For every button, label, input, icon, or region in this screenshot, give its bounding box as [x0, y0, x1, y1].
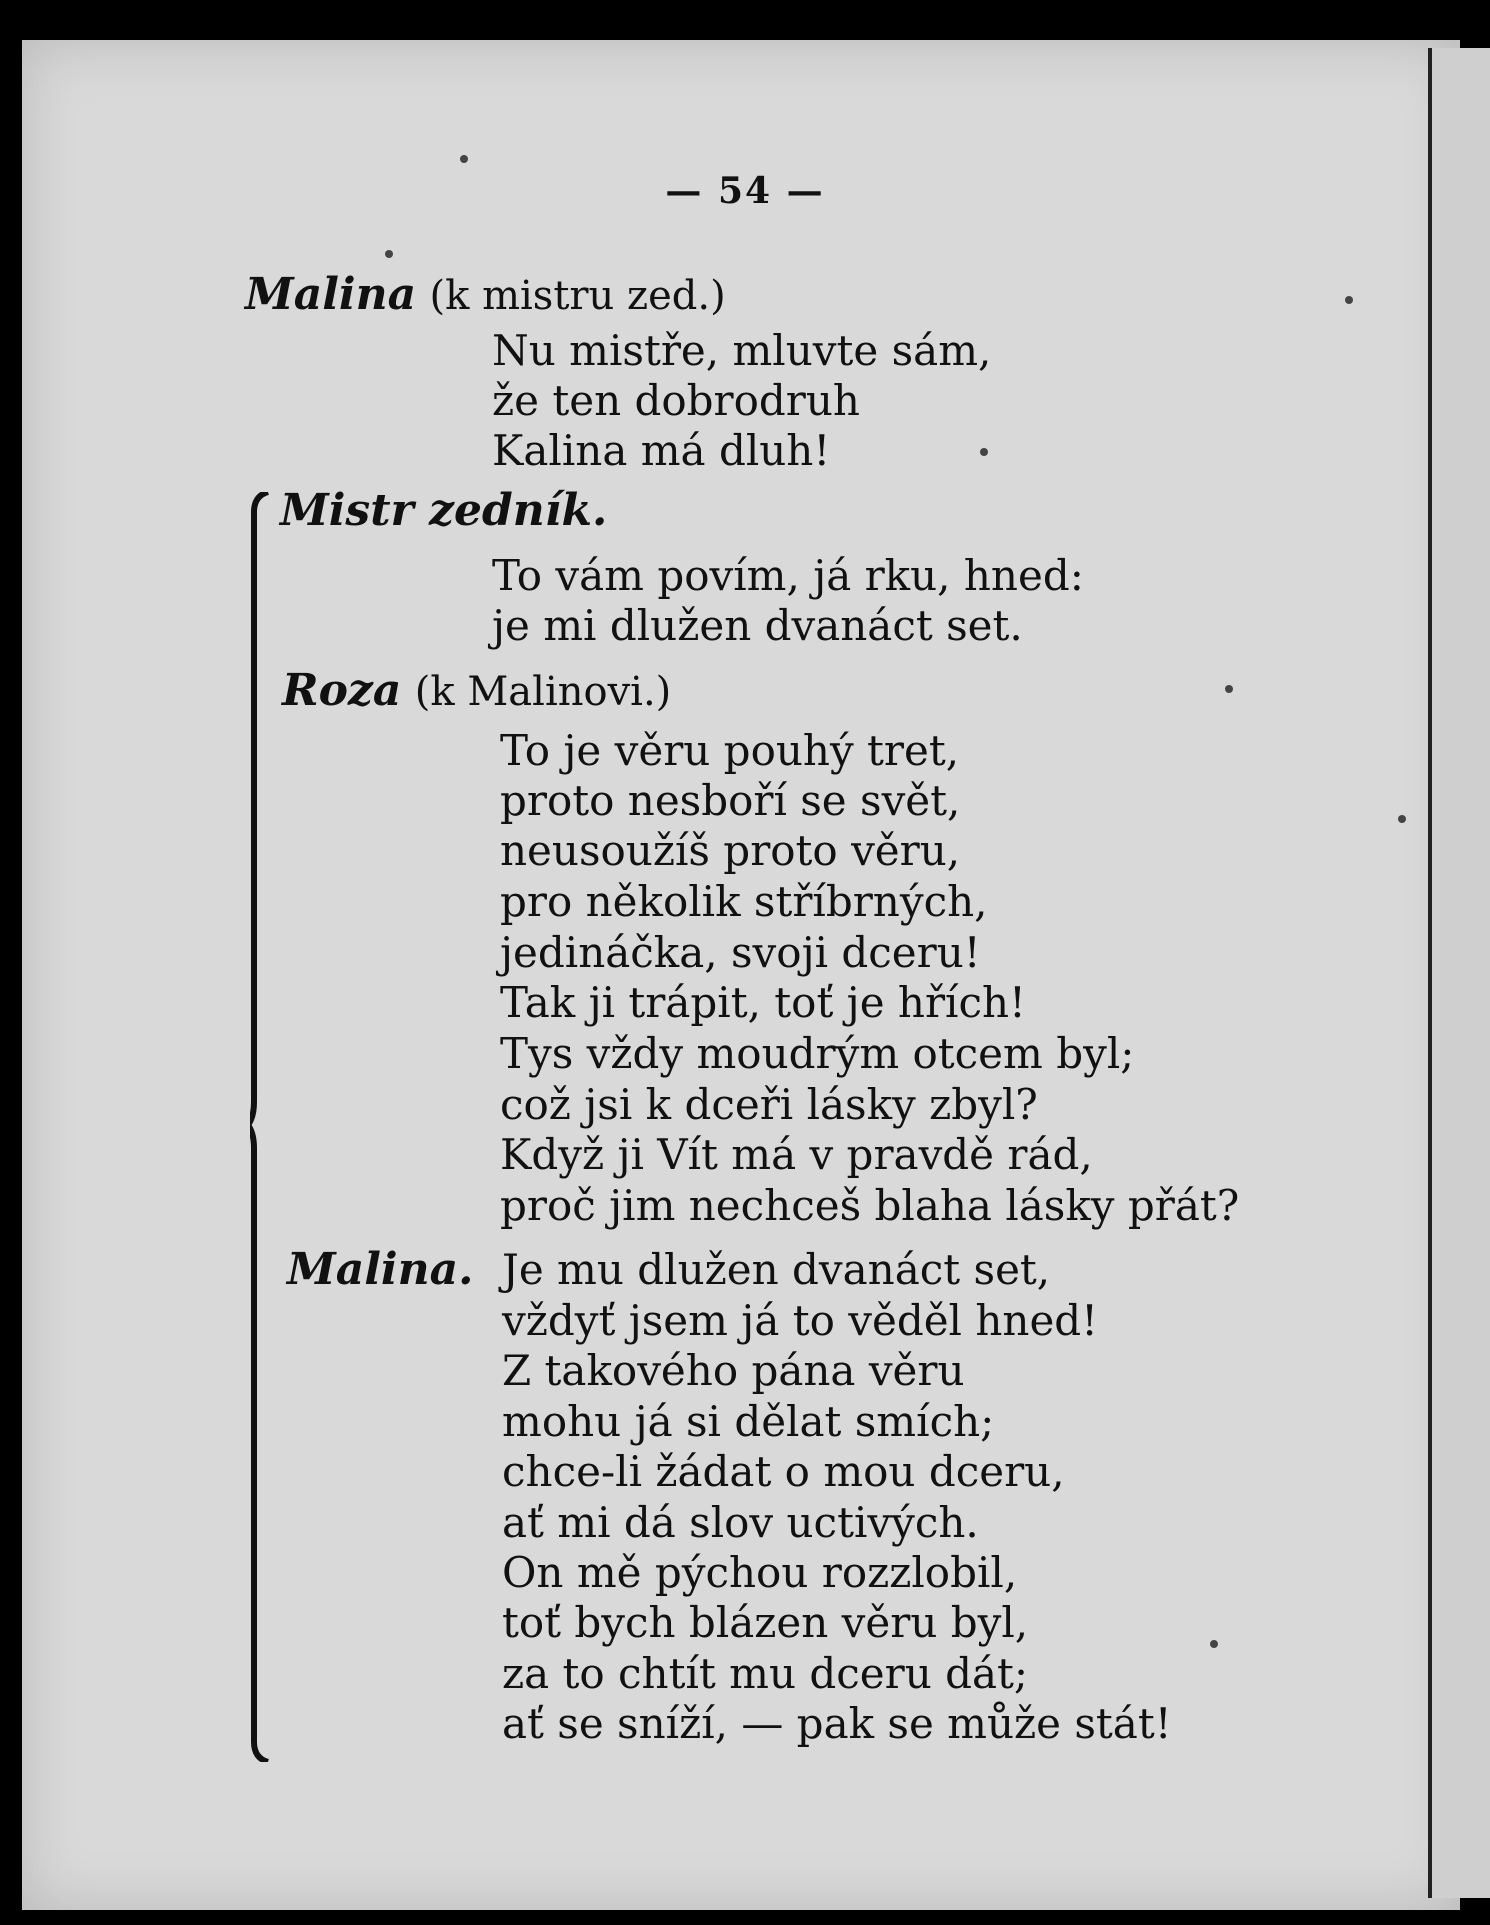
speaker-line — [280, 486, 607, 536]
stage-direction: (k Malinovi.) — [414, 669, 672, 715]
scan-speck — [1398, 815, 1406, 823]
verse-line: To je věru pouhý tret, — [500, 726, 960, 775]
verse-line: proč jim nechceš blaha lásky přát? — [500, 1181, 1240, 1230]
verse-line: Tys vždy moudrým otcem byl; — [500, 1029, 1135, 1078]
verse-line: Kalina má dluh! — [492, 426, 831, 475]
scan-speck — [385, 250, 393, 258]
speaker-name: Roza — [282, 665, 402, 716]
verse-line: To vám povím, já rku, hned: — [492, 551, 1084, 600]
speaker-line — [245, 270, 726, 321]
speaker-line — [287, 1245, 473, 1295]
scan-speck — [980, 448, 988, 456]
verse-line: což jsi k dceři lásky zbyl? — [500, 1080, 1038, 1129]
verse-line: proto nesboří se svět, — [500, 776, 961, 825]
speaker-name: Mistr zedník. — [280, 485, 608, 536]
speaker-name: Malina. — [287, 1244, 474, 1295]
verse-line: Nu mistře, mluvte sám, — [492, 326, 992, 375]
scan-speck — [1210, 1640, 1218, 1648]
scan-speck — [460, 155, 468, 163]
verse-line: chce-li žádat o mou dceru, — [502, 1447, 1065, 1496]
page-number: — 54 — — [665, 170, 825, 212]
verse-line: mohu já si dělat smích; — [502, 1397, 995, 1446]
verse-line: vždyť jsem já to věděl hned! — [502, 1296, 1099, 1345]
page-edge — [1428, 48, 1490, 1898]
speaker-name: Malina — [245, 269, 417, 320]
verse-line: ať se sníží, — pak se může stát! — [502, 1699, 1172, 1748]
stage-direction: (k mistru zed.) — [429, 273, 726, 319]
verse-line: Z takového pána věru — [502, 1346, 965, 1395]
scan-speck — [1225, 685, 1233, 693]
verse-line: pro několik stříbrných, — [500, 877, 988, 926]
verse-line: Tak ji trápit, toť je hřích! — [500, 978, 1026, 1027]
verse-line: že ten dobrodruh — [492, 376, 860, 425]
verse-line: za to chtít mu dceru dát; — [502, 1649, 1029, 1698]
curly-brace — [250, 492, 280, 1762]
verse-line: Je mu dlužen dvanáct set, — [502, 1245, 1051, 1294]
verse-line: Když ji Vít má v pravdě rád, — [500, 1130, 1093, 1179]
verse-line: On mě pýchou rozzlobil, — [502, 1548, 1018, 1597]
verse-line: ať mi dá slov uctivých. — [502, 1498, 979, 1547]
verse-line: jedináčka, svoji dceru! — [500, 928, 981, 977]
verse-line: je mi dlužen dvanáct set. — [492, 601, 1023, 650]
verse-line: neusoužíš proto věru, — [500, 826, 961, 875]
verse-line: toť bych blázen věru byl, — [502, 1598, 1029, 1647]
scan-speck — [1345, 296, 1353, 304]
speaker-line — [282, 666, 671, 717]
